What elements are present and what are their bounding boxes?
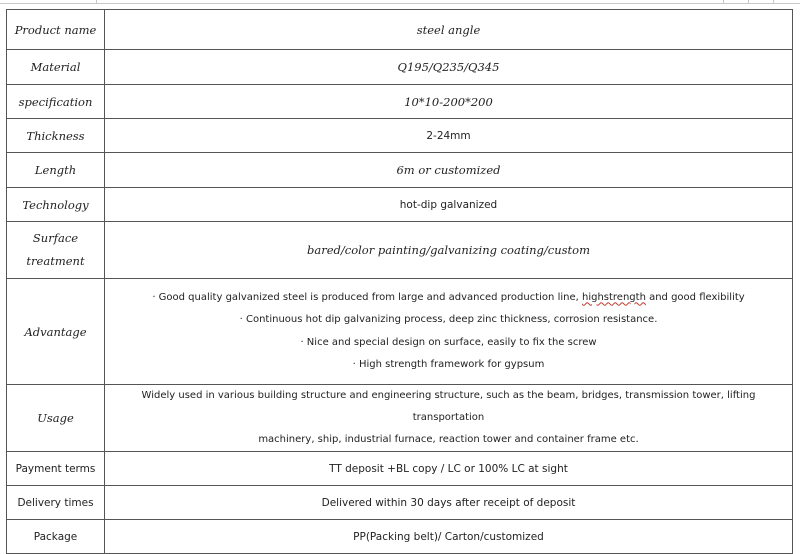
label-surface-line: Surface (32, 231, 79, 245)
column-tick (748, 0, 749, 4)
table-row-delivery-times (7, 486, 793, 520)
table-row-length (7, 153, 793, 188)
label-technology: Technology (7, 188, 105, 222)
label-package: Package (7, 520, 105, 554)
label-usage: Usage (7, 385, 105, 452)
usage-line: machinery, ship, industrial furnace, reaction tower and container frame etc. (258, 434, 639, 445)
label-delivery-times: Delivery times (7, 486, 105, 520)
value-package: PP(Packing belt)/ Carton/customized (105, 520, 793, 554)
advantage-line-text: and good flexibility (645, 291, 745, 303)
value-surface-treatment: bared/color painting/galvanizing coating/custom (105, 222, 793, 279)
table-row-usage (7, 385, 793, 452)
label-payment-terms: Payment terms (7, 452, 105, 486)
table-row-product-name (7, 10, 793, 50)
label-specification: specification (7, 85, 105, 119)
value-delivery-times: Delivered within 30 days after receipt of deposit (105, 486, 793, 520)
table-row-specification (7, 85, 793, 119)
label-treatment-line: treatment (26, 254, 85, 268)
table-row-technology (7, 188, 793, 222)
value-technology: hot-dip galvanized (105, 188, 793, 222)
advantage-line: · High strength framework for gypsum (352, 359, 545, 370)
label-thickness: Thickness (7, 119, 105, 153)
label-advantage: Advantage (7, 279, 105, 385)
spellcheck-marked-word: highstrength (581, 291, 646, 303)
usage-line: Widely used in various building structure and engineering structure, such as the beam, bridges, transmission tower, lifting transportation (141, 390, 756, 423)
advantage-line (109, 287, 788, 310)
value-usage (105, 385, 793, 452)
table-row-advantage (7, 279, 793, 385)
value-payment-terms: TT deposit +BL copy / LC or 100% LC at sight (105, 452, 793, 486)
label-product-name: Product name (7, 10, 105, 50)
label-surface-treatment (7, 222, 105, 279)
value-length: 6m or customized (105, 153, 793, 188)
column-tick (723, 0, 724, 4)
product-spec-table (6, 9, 793, 554)
value-thickness: 2-24mm (105, 119, 793, 153)
value-advantage (105, 279, 793, 385)
advantage-line-text: · Good quality galvanized steel is produced from large and advanced production line, (152, 291, 582, 303)
value-material: Q195/Q235/Q345 (105, 50, 793, 85)
value-specification: 10*10-200*200 (105, 85, 793, 119)
advantage-line: · Nice and special design on surface, easily to fix the screw (300, 336, 597, 348)
table-row-payment-terms (7, 452, 793, 486)
label-length: Length (7, 153, 105, 188)
advantage-line: · Continuous hot dip galvanizing process, deep zinc thickness, corrosion resistance. (239, 314, 658, 325)
table-row-package (7, 520, 793, 554)
label-material: Material (7, 50, 105, 85)
top-divider (0, 3, 800, 4)
column-tick (96, 0, 97, 4)
table-row-surface-treatment (7, 222, 793, 279)
value-product-name: steel angle (105, 10, 793, 50)
table-row-material (7, 50, 793, 85)
column-tick (773, 0, 774, 4)
table-row-thickness (7, 119, 793, 153)
